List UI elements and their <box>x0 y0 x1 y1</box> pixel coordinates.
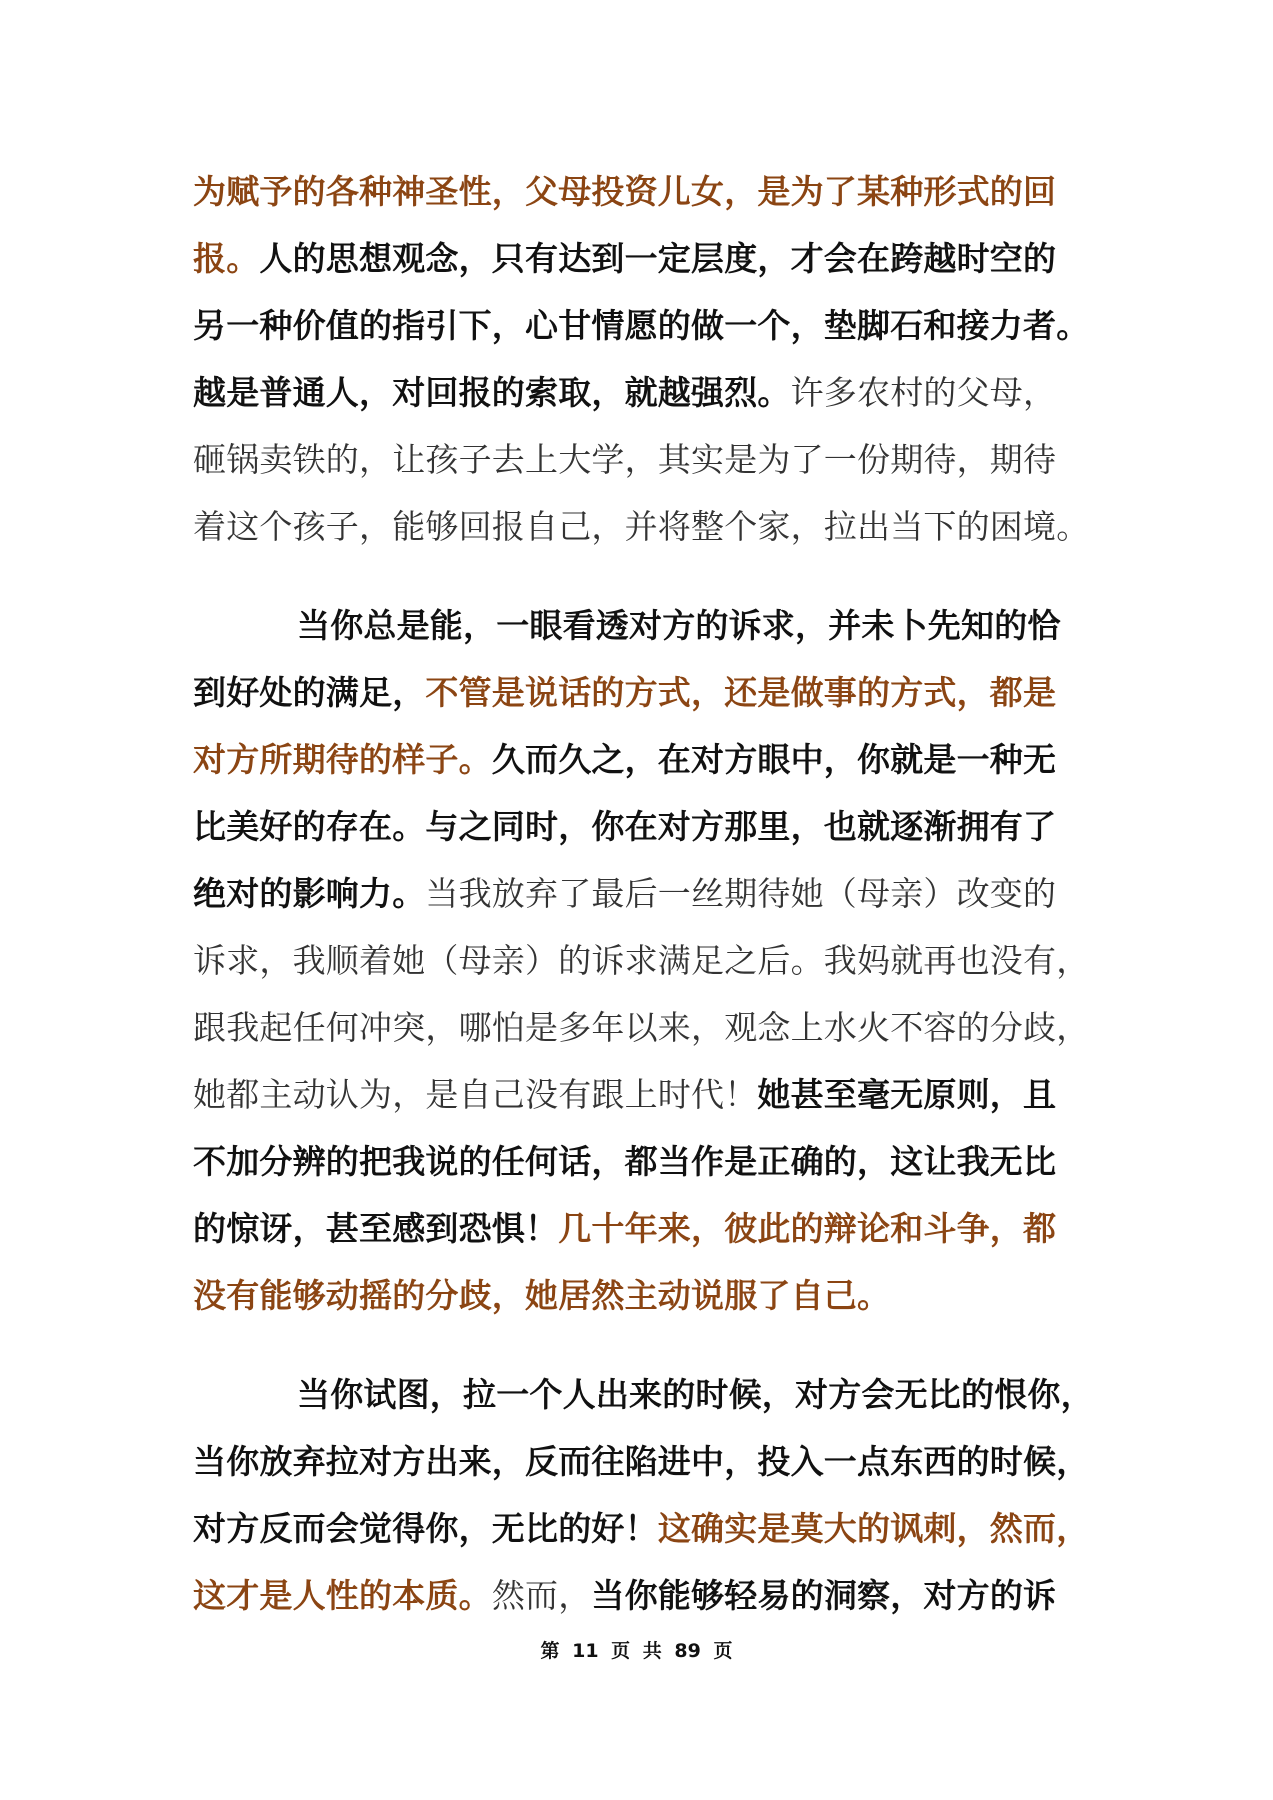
text-line <box>193 359 1093 426</box>
text-line <box>193 1495 1093 1562</box>
bold-text: 当你试图，拉一个人出来的时候，对方会无比的恨你， <box>297 1375 1094 1414</box>
bold-text: 她甚至毫无原则，且 <box>757 1075 1057 1114</box>
text-line <box>193 793 1093 860</box>
text-line <box>193 292 1093 359</box>
bold-text: 比美好的存在。与之同时，你在对方那里，也就逐渐拥有了 <box>193 807 1057 846</box>
bold-text: 久而久之，在对方眼中，你就是一种无 <box>491 740 1057 779</box>
bold-text: 当你总是能，一眼看透对方的诉求，并未卜先知的恰 <box>297 606 1061 645</box>
highlighted-text: 这确实是莫大的讽刺，然而， <box>657 1509 1090 1548</box>
highlighted-text: 几十年来，彼此的辩论和斗争，都 <box>558 1209 1057 1248</box>
text-line <box>193 1128 1093 1195</box>
plain-text: 然而， <box>491 1576 592 1615</box>
text-line <box>193 592 1093 659</box>
plain-text: 跟我起任何冲突，哪怕是多年以来，观念上水火不容的分歧， <box>193 1008 1090 1047</box>
highlighted-text: 不管是说话的方式，还是做事的方式，都是 <box>425 673 1057 712</box>
text-line <box>193 726 1093 793</box>
highlighted-text: 这才是人性的本质。 <box>193 1576 492 1615</box>
bold-text: 越是普通人，对回报的索取，就越强烈。 <box>193 373 791 412</box>
text-line <box>193 1262 1093 1329</box>
plain-text: 许多农村的父母， <box>790 373 1057 412</box>
bold-text: 当你放弃拉对方出来，反而往陷进中，投入一点东西的时候， <box>193 1442 1090 1481</box>
bold-text: 到好处的满足， <box>193 673 426 712</box>
text-line <box>193 1428 1093 1495</box>
highlighted-text: 报。 <box>193 239 260 278</box>
text-line <box>193 426 1093 493</box>
text-line <box>193 927 1093 994</box>
body-text <box>193 158 1093 1629</box>
bold-text: 当你能够轻易的洞察，对方的诉 <box>591 1576 1057 1615</box>
highlighted-text: 对方所期待的样子。 <box>193 740 492 779</box>
bold-text: 人的思想观念，只有达到一定层度，才会在跨越时空的 <box>259 239 1057 278</box>
bold-text: 不加分辨的把我说的任何话，都当作是正确的，这让我无比 <box>193 1142 1057 1181</box>
text-line <box>193 659 1093 726</box>
text-line <box>193 158 1093 225</box>
bold-text: 对方反而会觉得你，无比的好！ <box>193 1509 658 1548</box>
plain-text: 诉求，我顺着她（母亲）的诉求满足之后。我妈就再也没有， <box>193 941 1090 980</box>
text-line <box>193 1361 1093 1428</box>
text-line <box>193 860 1093 927</box>
bold-text: 另一种价值的指引下，心甘情愿的做一个，垫脚石和接力者。 <box>193 306 1090 345</box>
text-line <box>193 1195 1093 1262</box>
text-line <box>193 225 1093 292</box>
text-line <box>193 994 1093 1061</box>
text-line <box>193 1061 1093 1128</box>
plain-text: 砸锅卖铁的，让孩子去上大学，其实是为了一份期待，期待 <box>193 440 1057 479</box>
highlighted-text: 为赋予的各种神圣性，父母投资儿女，是为了某种形式的回 <box>193 172 1057 211</box>
highlighted-text: 没有能够动摇的分歧，她居然主动说服了自己。 <box>193 1276 891 1315</box>
plain-text: 着这个孩子，能够回报自己，并将整个家，拉出当下的困境。 <box>193 507 1090 546</box>
bold-text: 绝对的影响力。 <box>193 874 426 913</box>
bold-text: 的惊讶，甚至感到恐惧！ <box>193 1209 559 1248</box>
text-line <box>193 493 1093 560</box>
page-footer: 第 11 页 共 89 页 <box>540 1640 733 1662</box>
text-line <box>193 1562 1093 1629</box>
plain-text: 当我放弃了最后一丝期待她（母亲）改变的 <box>425 874 1057 913</box>
plain-text: 她都主动认为，是自己没有跟上时代！ <box>193 1075 758 1114</box>
